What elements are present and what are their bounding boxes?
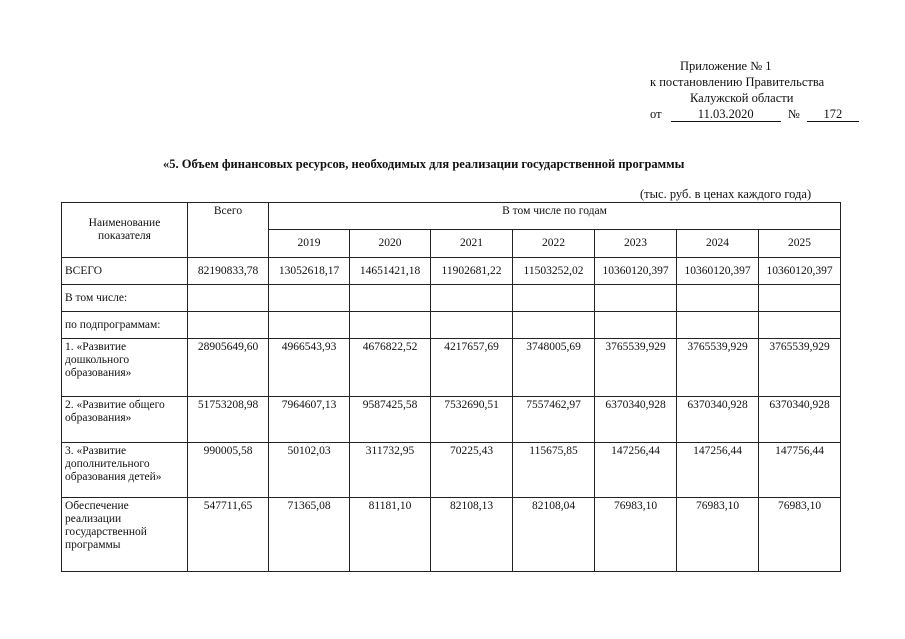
row-total — [188, 312, 269, 339]
header-year: 2025 — [759, 230, 841, 258]
row-value: 3765539,929 — [677, 339, 759, 397]
row-name: В том числе: — [62, 285, 188, 312]
table-row — [62, 498, 841, 572]
row-value: 11902681,22 — [431, 258, 513, 285]
row-value: 4217657,69 — [431, 339, 513, 397]
row-name: по подпрограммам: — [62, 312, 188, 339]
header-year: 2022 — [513, 230, 595, 258]
row-value: 6370340,928 — [677, 397, 759, 443]
from-label: от — [650, 107, 662, 121]
table-row — [62, 339, 841, 397]
row-value — [677, 285, 759, 312]
row-value — [595, 312, 677, 339]
row-value: 311732,95 — [350, 443, 431, 498]
row-value: 70225,43 — [431, 443, 513, 498]
decree-date-line — [650, 106, 859, 122]
table-row — [62, 443, 841, 498]
row-value: 115675,85 — [513, 443, 595, 498]
finance-table — [61, 202, 841, 572]
row-name: Обеспечение реализации государственной программы — [62, 498, 188, 572]
row-value: 13052618,17 — [269, 258, 350, 285]
row-value: 147756,44 — [759, 443, 841, 498]
row-value: 76983,10 — [677, 498, 759, 572]
row-value: 71365,08 — [269, 498, 350, 572]
row-value: 82108,13 — [431, 498, 513, 572]
row-total: 82190833,78 — [188, 258, 269, 285]
header-year: 2019 — [269, 230, 350, 258]
row-value — [759, 285, 841, 312]
row-value: 14651421,18 — [350, 258, 431, 285]
header-years-group: В том числе по годам — [269, 203, 841, 230]
row-value — [513, 312, 595, 339]
table-row — [62, 397, 841, 443]
row-value: 11503252,02 — [513, 258, 595, 285]
row-value: 6370340,928 — [595, 397, 677, 443]
header-name: Наименование показателя — [62, 203, 188, 258]
row-name: 3. «Развитие дополнительного образования детей» — [62, 443, 188, 498]
row-value — [350, 285, 431, 312]
row-value: 76983,10 — [759, 498, 841, 572]
row-value: 147256,44 — [677, 443, 759, 498]
appendix-title: Приложение № 1 — [680, 59, 772, 73]
row-name: 1. «Развитие дошкольного образования» — [62, 339, 188, 397]
row-value — [269, 312, 350, 339]
row-value: 10360120,397 — [677, 258, 759, 285]
header-year: 2021 — [431, 230, 513, 258]
row-value: 4966543,93 — [269, 339, 350, 397]
row-value: 3765539,929 — [759, 339, 841, 397]
row-value — [350, 312, 431, 339]
row-value — [677, 312, 759, 339]
number-label: № — [787, 107, 800, 121]
row-value: 76983,10 — [595, 498, 677, 572]
row-value: 6370340,928 — [759, 397, 841, 443]
row-total — [188, 285, 269, 312]
row-value — [431, 312, 513, 339]
row-value: 7557462,97 — [513, 397, 595, 443]
row-value — [431, 285, 513, 312]
table-row — [62, 258, 841, 285]
row-value: 4676822,52 — [350, 339, 431, 397]
row-total: 51753208,98 — [188, 397, 269, 443]
row-value: 147256,44 — [595, 443, 677, 498]
decree-number: 172 — [807, 107, 859, 122]
row-value: 3765539,929 — [595, 339, 677, 397]
row-total: 28905649,60 — [188, 339, 269, 397]
row-value — [595, 285, 677, 312]
section-title: «5. Объем финансовых ресурсов, необходимых для реализации государственной программы — [163, 157, 685, 171]
appendix-decree: к постановлению Правительства — [650, 75, 825, 89]
appendix-region: Калужской области — [690, 91, 794, 105]
table-row — [62, 285, 841, 312]
decree-date: 11.03.2020 — [671, 107, 781, 122]
units-note: (тыс. руб. в ценах каждого года) — [640, 187, 812, 201]
row-value: 7964607,13 — [269, 397, 350, 443]
table-row — [62, 312, 841, 339]
header-total: Всего — [188, 203, 269, 258]
row-value: 81181,10 — [350, 498, 431, 572]
row-value: 82108,04 — [513, 498, 595, 572]
row-value — [269, 285, 350, 312]
row-value — [513, 285, 595, 312]
row-value: 3748005,69 — [513, 339, 595, 397]
row-total: 547711,65 — [188, 498, 269, 572]
header-year: 2023 — [595, 230, 677, 258]
row-value — [759, 312, 841, 339]
header-year: 2024 — [677, 230, 759, 258]
row-name: 2. «Развитие общего образования» — [62, 397, 188, 443]
row-value: 50102,03 — [269, 443, 350, 498]
row-value: 7532690,51 — [431, 397, 513, 443]
row-value: 9587425,58 — [350, 397, 431, 443]
row-value: 10360120,397 — [595, 258, 677, 285]
row-total: 990005,58 — [188, 443, 269, 498]
header-year: 2020 — [350, 230, 431, 258]
row-value: 10360120,397 — [759, 258, 841, 285]
row-name: ВСЕГО — [62, 258, 188, 285]
